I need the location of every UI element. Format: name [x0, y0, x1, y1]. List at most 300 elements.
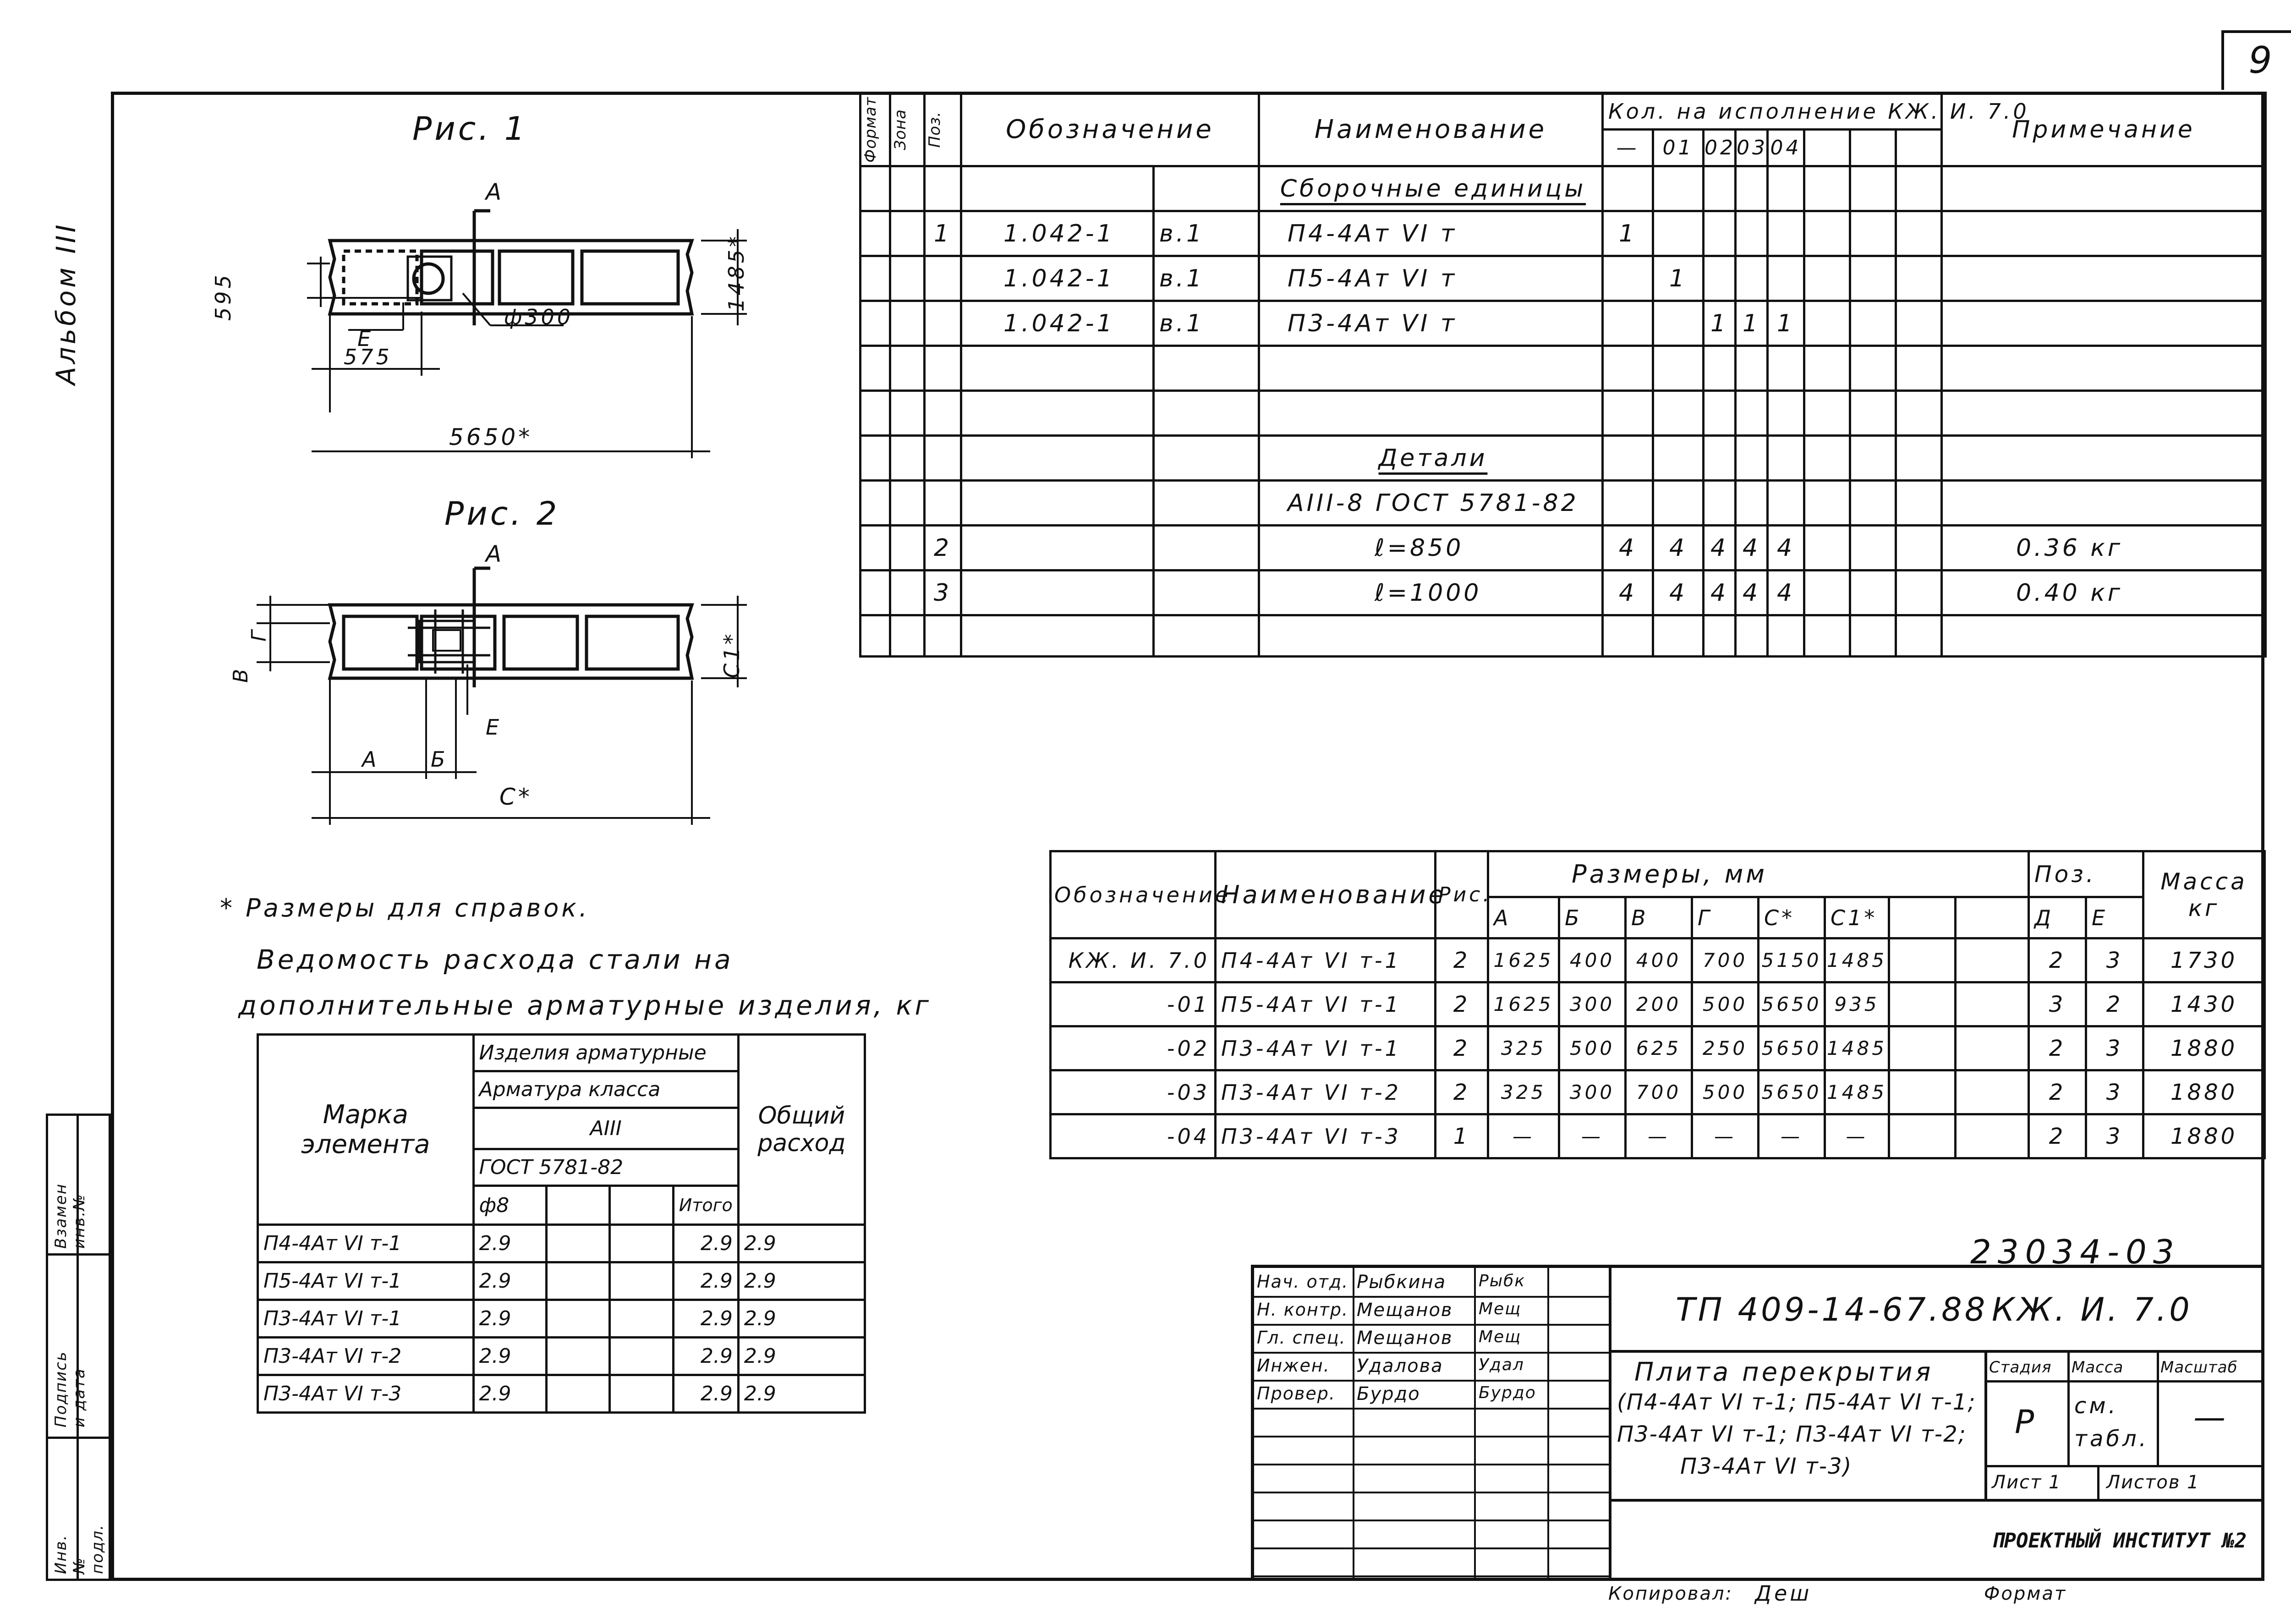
spec-row	[860, 436, 2266, 481]
spec-qty	[1603, 391, 1653, 436]
spec-qty	[1850, 526, 1896, 571]
sizes-value	[1956, 1026, 2029, 1070]
steel-phi: 2.9	[473, 1262, 546, 1300]
sizes-fig: 2	[1436, 982, 1488, 1026]
sizes-value: 5650	[1759, 1026, 1825, 1070]
tb-sheets: Листов 1	[2106, 1472, 2200, 1493]
sizes-value: 1485	[1825, 938, 1889, 982]
sizes-mass: 1880	[2143, 1114, 2265, 1158]
spec-zone-cell	[890, 436, 925, 481]
steel-row	[258, 1225, 865, 1262]
sizes-value	[1956, 982, 2029, 1026]
spec-qty	[1768, 256, 1804, 301]
tb-name: Мещанов	[1357, 1300, 1453, 1321]
tb-name: Рыбкина	[1357, 1272, 1447, 1293]
spec-h-pos: Поз.	[926, 111, 944, 148]
spec-zone-cell	[890, 301, 925, 346]
spec-table	[859, 92, 2267, 658]
tb-row-line	[1254, 1352, 1609, 1354]
spec-qty	[1804, 436, 1850, 481]
album-label: Альбом III	[50, 222, 82, 385]
spec-name: ℓ=850	[1259, 526, 1603, 571]
spec-h-note: Примечание	[1942, 93, 2266, 166]
spec-format-cell	[860, 391, 890, 436]
spec-designation	[961, 166, 1154, 211]
steel-h-phi: ф8	[473, 1186, 546, 1225]
sizes-value: 300	[1559, 982, 1626, 1026]
spec-qty	[1603, 481, 1653, 526]
spec-format-cell	[860, 526, 890, 571]
sizes-value: 500	[1559, 1026, 1626, 1070]
steel-phi: 2.9	[473, 1300, 546, 1338]
sizes-value	[1889, 1070, 1956, 1114]
spec-qty: 1	[1653, 256, 1704, 301]
sizes-value: 325	[1488, 1070, 1559, 1114]
fig2-dim-C1: С1*	[719, 631, 744, 678]
spec-qty: 4	[1653, 571, 1704, 615]
spec-designation-extra: в.1	[1154, 256, 1259, 301]
spec-qty	[1896, 436, 1942, 481]
spec-qty	[1736, 256, 1768, 301]
sizes-mass: 1430	[2143, 982, 2265, 1026]
spec-name	[1259, 346, 1603, 391]
sizes-pos: 2	[2029, 1026, 2086, 1070]
steel-total: 2.9	[673, 1338, 738, 1375]
spec-qty	[1850, 481, 1896, 526]
steel-phi: 2.9	[473, 1338, 546, 1375]
tb-h-mass: Масса	[2072, 1358, 2124, 1377]
sizes-value	[1889, 1026, 1956, 1070]
sizes-h-name: Наименование	[1216, 851, 1436, 938]
fig1-dim-phi: ф300	[504, 305, 574, 329]
tb-name: Мещанов	[1357, 1328, 1453, 1349]
tb-desc3: П3-4Ат VI т-1; П3-4Ат VI т-2;	[1617, 1421, 1967, 1447]
tb-role: Гл. спец.	[1257, 1328, 1346, 1348]
spec-qty	[1653, 391, 1704, 436]
steel-sum: 2.9	[738, 1375, 865, 1413]
spec-designation: 1.042-1	[961, 301, 1154, 346]
spec-qty	[1850, 436, 1896, 481]
tb-row-line	[1254, 1464, 1609, 1465]
spec-qty-col: 03	[1736, 130, 1768, 166]
spec-row	[860, 615, 2266, 657]
spec-qty	[1704, 436, 1736, 481]
sizes-fig: 1	[1436, 1114, 1488, 1158]
spec-qty	[1804, 391, 1850, 436]
steel-h-total: Итого	[673, 1186, 738, 1225]
fig1-dim-575: 575	[344, 345, 392, 369]
sizes-value: —	[1759, 1114, 1825, 1158]
sizes-pos: 2	[2086, 982, 2143, 1026]
spec-zone-cell	[890, 391, 925, 436]
spec-qty: 1	[1603, 211, 1653, 256]
steel-mark: П3-4Ат VI т-2	[258, 1338, 474, 1375]
spec-format-cell	[860, 571, 890, 615]
spec-format-cell	[860, 436, 890, 481]
fig2-dim-G: Г	[247, 627, 271, 642]
spec-format-cell	[860, 481, 890, 526]
spec-row	[860, 211, 2266, 256]
steel-row	[258, 1300, 865, 1338]
steel-total: 2.9	[673, 1262, 738, 1300]
sizes-col-head: С*	[1759, 897, 1825, 938]
spec-qty	[1704, 211, 1736, 256]
steel-h-gost: ГОСТ 5781-82	[473, 1149, 738, 1186]
spec-h-designation: Обозначение	[961, 93, 1259, 166]
spec-qty	[1768, 391, 1804, 436]
tb-row-line	[1254, 1408, 1609, 1410]
spec-h-zone: Зона	[891, 109, 910, 150]
spec-qty	[1736, 481, 1768, 526]
fig2-label-A: А	[486, 541, 504, 567]
sizes-row	[1051, 1070, 2265, 1114]
steel-h-a3: АIII	[473, 1108, 738, 1149]
spec-h-format: Формат	[861, 96, 880, 163]
spec-qty	[1896, 615, 1942, 657]
spec-qty	[1896, 301, 1942, 346]
sizes-value	[1889, 982, 1956, 1026]
fig2-dim-B2: Б	[431, 747, 448, 772]
sizes-pos: 3	[2029, 982, 2086, 1026]
sizes-name: П3-4Ат VI т-3	[1216, 1114, 1436, 1158]
tb-signature: Мещ	[1479, 1328, 1522, 1346]
spec-qty	[1704, 391, 1736, 436]
steel-title-1: Ведомость расхода стали на	[257, 944, 734, 975]
sizes-designation: -02	[1051, 1026, 1216, 1070]
spec-name	[1259, 615, 1603, 657]
sizes-value: 5150	[1759, 938, 1825, 982]
spec-designation	[961, 346, 1154, 391]
spec-qty	[1736, 166, 1768, 211]
steel-row	[258, 1262, 865, 1300]
spec-note	[1942, 211, 2266, 256]
sizes-pos: 2	[2029, 1114, 2086, 1158]
spec-qty-col: 02	[1704, 130, 1736, 166]
spec-qty	[1804, 615, 1850, 657]
tb-role: Провер.	[1257, 1383, 1336, 1404]
spec-format-cell	[860, 615, 890, 657]
spec-qty: 4	[1736, 526, 1768, 571]
sizes-name: П3-4Ат VI т-1	[1216, 1026, 1436, 1070]
sizes-fig: 2	[1436, 938, 1488, 982]
spec-qty	[1704, 256, 1736, 301]
tb-desc4: П3-4Ат VI т-3)	[1680, 1454, 1853, 1479]
spec-designation	[961, 526, 1154, 571]
steel-h-mark: Марка элемента	[258, 1035, 474, 1225]
steel-total: 2.9	[673, 1225, 738, 1262]
sizes-value: 625	[1626, 1026, 1692, 1070]
spec-row	[860, 526, 2266, 571]
spec-note: 0.36 кг	[1942, 526, 2266, 571]
steel-h-items: Изделия арматурные	[473, 1035, 738, 1071]
spec-zone-cell	[890, 211, 925, 256]
spec-designation-extra	[1154, 391, 1259, 436]
spec-pos	[925, 256, 961, 301]
spec-designation-extra	[1154, 481, 1259, 526]
stamp-number: 23034-03	[1970, 1233, 2181, 1271]
spec-note	[1942, 166, 2266, 211]
steel-table	[257, 1033, 866, 1414]
sizes-value: 200	[1626, 982, 1692, 1026]
spec-h-qty: Кол. на исполнение КЖ. И. 7.0	[1603, 93, 1942, 130]
spec-qty: 4	[1768, 526, 1804, 571]
format-label: Формат	[1984, 1583, 2067, 1604]
tb-code: ТП 409-14-67.88	[1676, 1291, 1988, 1328]
spec-qty: 4	[1603, 526, 1653, 571]
spec-note	[1942, 301, 2266, 346]
spec-qty	[1804, 346, 1850, 391]
sizes-fig: 2	[1436, 1026, 1488, 1070]
tb-signature: Мещ	[1479, 1300, 1522, 1318]
steel-total: 2.9	[673, 1300, 738, 1338]
tb-code2: КЖ. И. 7.0	[1992, 1291, 2192, 1328]
spec-designation-extra: в.1	[1154, 301, 1259, 346]
spec-designation-extra	[1154, 526, 1259, 571]
spec-format-cell	[860, 166, 890, 211]
spec-name: АIII-8 ГОСТ 5781-82	[1259, 481, 1603, 526]
tb-signature: Бурдо	[1479, 1383, 1536, 1402]
sizes-designation: -03	[1051, 1070, 1216, 1114]
spec-qty	[1804, 481, 1850, 526]
copied-by: Копировал:	[1608, 1583, 1733, 1604]
sizes-h-designation: Обозначение	[1051, 851, 1216, 938]
spec-designation-extra: в.1	[1154, 211, 1259, 256]
sizes-value: 1625	[1488, 938, 1559, 982]
spec-note	[1942, 256, 2266, 301]
sizes-value: 935	[1825, 982, 1889, 1026]
spec-qty	[1653, 615, 1704, 657]
spec-zone-cell	[890, 256, 925, 301]
spec-qty	[1768, 211, 1804, 256]
spec-qty	[1896, 256, 1942, 301]
spec-pos	[925, 301, 961, 346]
spec-note	[1942, 436, 2266, 481]
sizes-mass: 1730	[2143, 938, 2265, 982]
spec-qty-col	[1896, 130, 1942, 166]
spec-qty	[1768, 166, 1804, 211]
spec-qty: 4	[1736, 571, 1768, 615]
steel-total: 2.9	[673, 1375, 738, 1413]
sizes-value	[1889, 1114, 1956, 1158]
spec-designation	[961, 391, 1154, 436]
spec-designation-extra	[1154, 436, 1259, 481]
note-sizes: * Размеры для справок.	[220, 894, 590, 922]
side-replace-label: Взамен инв.№	[52, 1183, 88, 1249]
sizes-value: 325	[1488, 1026, 1559, 1070]
steel-mark: П3-4Ат VI т-3	[258, 1375, 474, 1413]
fig1-dim-595: 595	[211, 272, 236, 321]
spec-qty	[1804, 256, 1850, 301]
sizes-value: 500	[1692, 982, 1759, 1026]
spec-note	[1942, 346, 2266, 391]
spec-designation	[961, 481, 1154, 526]
spec-qty	[1704, 481, 1736, 526]
spec-qty: 1	[1736, 301, 1768, 346]
sizes-col-head	[1889, 897, 1956, 938]
spec-qty	[1768, 615, 1804, 657]
fig1-title: Рис. 1	[412, 110, 528, 148]
sizes-designation: -01	[1051, 982, 1216, 1026]
sizes-value: 1625	[1488, 982, 1559, 1026]
sizes-row	[1051, 1026, 2265, 1070]
fig2-title: Рис. 2	[444, 495, 560, 532]
sizes-mass: 1880	[2143, 1070, 2265, 1114]
tb-scale: —	[2193, 1399, 2228, 1436]
spec-designation: 1.042-1	[961, 211, 1154, 256]
sizes-pos: 3	[2086, 1026, 2143, 1070]
steel-phi: 2.9	[473, 1375, 546, 1413]
sizes-value: —	[1626, 1114, 1692, 1158]
spec-qty	[1850, 615, 1896, 657]
spec-row	[860, 256, 2266, 301]
spec-qty	[1896, 166, 1942, 211]
spec-qty-col: 04	[1768, 130, 1804, 166]
spec-qty	[1850, 301, 1896, 346]
spec-zone-cell	[890, 571, 925, 615]
sizes-h-mass: Масса кг	[2143, 851, 2265, 938]
spec-qty-col: —	[1603, 130, 1653, 166]
copied-signature: Деш	[1755, 1581, 1812, 1606]
spec-qty	[1736, 211, 1768, 256]
spec-name: Детали	[1259, 436, 1603, 481]
sizes-value: 500	[1692, 1070, 1759, 1114]
spec-note	[1942, 391, 2266, 436]
fig2-dim-B: В	[229, 666, 252, 683]
tb-org: ПРОЕКТНЫЙ ИНСТИТУТ №2	[1992, 1529, 2247, 1553]
sizes-col-head: А	[1488, 897, 1559, 938]
steel-mark: П4-4Ат VI т-1	[258, 1225, 474, 1262]
sizes-name: П5-4Ат VI т-1	[1216, 982, 1436, 1026]
spec-name: Сборочные единицы	[1259, 166, 1603, 211]
fig1-dim-5650: 5650*	[449, 424, 533, 450]
sizes-designation: -04	[1051, 1114, 1216, 1158]
tb-sheet: Лист 1	[1992, 1472, 2061, 1493]
tb-stage: Р	[2015, 1403, 2037, 1441]
page-number: 9	[2221, 30, 2291, 90]
fig1-dim-1485: 1485*	[724, 233, 749, 312]
spec-qty	[1653, 436, 1704, 481]
steel-sum: 2.9	[738, 1262, 865, 1300]
sizes-value: 250	[1692, 1026, 1759, 1070]
spec-pos: 1	[925, 211, 961, 256]
spec-row	[860, 301, 2266, 346]
spec-qty	[1850, 391, 1896, 436]
spec-qty	[1850, 211, 1896, 256]
spec-pos	[925, 346, 961, 391]
sizes-fig: 2	[1436, 1070, 1488, 1114]
spec-qty	[1653, 211, 1704, 256]
spec-designation-extra	[1154, 346, 1259, 391]
spec-pos: 3	[925, 571, 961, 615]
steel-mark: П3-4Ат VI т-1	[258, 1300, 474, 1338]
spec-qty	[1804, 571, 1850, 615]
sizes-value	[1956, 1114, 2029, 1158]
spec-format-cell	[860, 256, 890, 301]
spec-row	[860, 346, 2266, 391]
side-stamp	[46, 1114, 111, 1581]
steel-h-class: Арматура класса	[473, 1071, 738, 1108]
spec-designation	[961, 571, 1154, 615]
sizes-mass: 1880	[2143, 1026, 2265, 1070]
sizes-row	[1051, 938, 2265, 982]
spec-row	[860, 571, 2266, 615]
fig2-label-E: Е	[486, 715, 502, 740]
sizes-value: 1485	[1825, 1026, 1889, 1070]
spec-designation: 1.042-1	[961, 256, 1154, 301]
spec-qty: 4	[1704, 526, 1736, 571]
spec-row	[860, 391, 2266, 436]
spec-qty	[1850, 346, 1896, 391]
spec-zone-cell	[890, 481, 925, 526]
spec-qty	[1736, 391, 1768, 436]
spec-qty	[1804, 301, 1850, 346]
sizes-col-head	[1956, 897, 2029, 938]
spec-qty	[1603, 301, 1653, 346]
spec-h-name: Наименование	[1259, 93, 1603, 166]
spec-designation-extra	[1154, 166, 1259, 211]
steel-row	[258, 1375, 865, 1413]
steel-title-2: дополнительные арматурные изделия, кг	[238, 990, 932, 1021]
spec-qty	[1653, 346, 1704, 391]
steel-row	[258, 1338, 865, 1375]
side-sign-label: Подпись и дата	[52, 1351, 88, 1427]
steel-sum: 2.9	[738, 1300, 865, 1338]
spec-pos: 2	[925, 526, 961, 571]
spec-qty	[1768, 436, 1804, 481]
spec-qty	[1896, 211, 1942, 256]
tb-row-line	[1254, 1296, 1609, 1298]
sizes-pos-head: Е	[2086, 897, 2143, 938]
spec-pos	[925, 391, 961, 436]
sizes-value: —	[1692, 1114, 1759, 1158]
sizes-value	[1889, 938, 1956, 982]
tb-row-line	[1254, 1380, 1609, 1382]
spec-qty	[1736, 436, 1768, 481]
spec-qty	[1603, 166, 1653, 211]
sizes-row	[1051, 1114, 2265, 1158]
tb-h-scale: Масштаб	[2160, 1358, 2238, 1377]
sizes-h-fig: Рис.	[1436, 851, 1488, 938]
title-block	[1251, 1265, 2264, 1581]
spec-qty	[1804, 526, 1850, 571]
spec-qty	[1603, 615, 1653, 657]
spec-zone-cell	[890, 615, 925, 657]
spec-designation-extra	[1154, 571, 1259, 615]
spec-qty	[1736, 615, 1768, 657]
spec-zone-cell	[890, 346, 925, 391]
steel-mark: П5-4Ат VI т-1	[258, 1262, 474, 1300]
spec-qty	[1768, 481, 1804, 526]
spec-pos	[925, 481, 961, 526]
sizes-value: 400	[1626, 938, 1692, 982]
sizes-pos: 3	[2086, 1070, 2143, 1114]
spec-qty	[1896, 526, 1942, 571]
tb-desc2: (П4-4Ат VI т-1; П5-4Ат VI т-1;	[1617, 1389, 1976, 1415]
spec-name	[1259, 391, 1603, 436]
tb-row-line	[1254, 1520, 1609, 1521]
spec-qty	[1653, 481, 1704, 526]
spec-row	[860, 166, 2266, 211]
sizes-h-pos: Поз.	[2029, 851, 2143, 897]
sizes-h-sizes: Размеры, мм	[1488, 851, 2029, 897]
spec-name: П4-4Ат VI т	[1259, 211, 1603, 256]
sizes-col-head: Б	[1559, 897, 1626, 938]
steel-h-sum: Общий расход	[738, 1035, 865, 1225]
sizes-name: П3-4Ат VI т-2	[1216, 1070, 1436, 1114]
tb-role: Нач. отд.	[1257, 1272, 1349, 1292]
tb-mass: см. табл.	[2074, 1393, 2149, 1452]
tb-name: Удалова	[1357, 1355, 1443, 1377]
